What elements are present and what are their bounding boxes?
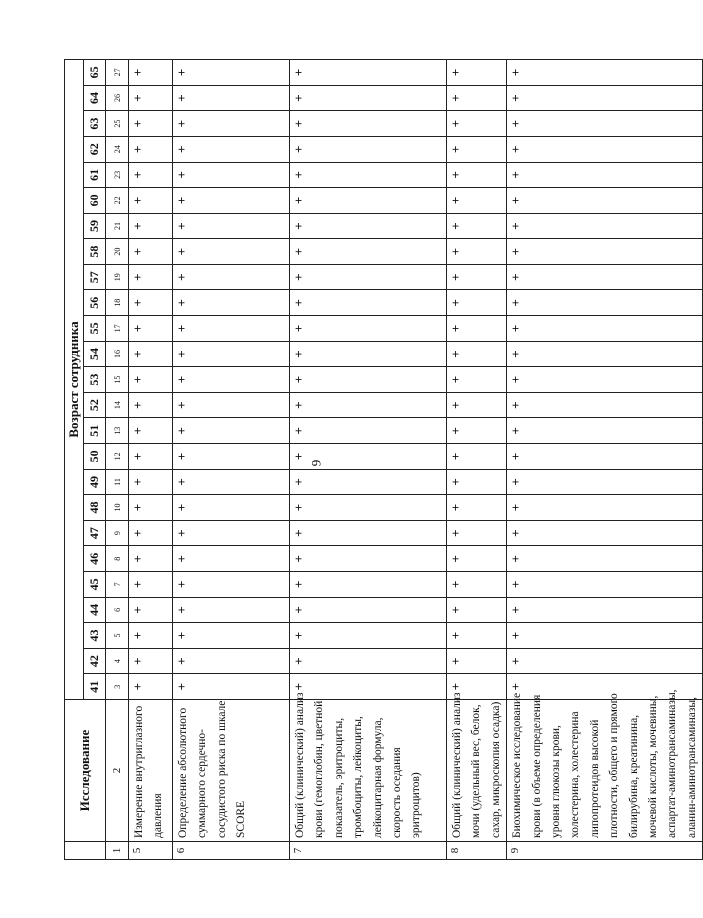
plus-mark-cell: + <box>447 85 507 111</box>
table-row <box>507 60 703 860</box>
plus-mark-cell: + <box>507 264 703 290</box>
plus-mark-cell: + <box>173 162 290 188</box>
table-row <box>173 60 290 860</box>
plus-mark-cell: + <box>129 290 173 316</box>
study-description-line: Общий (клинический) анализ <box>451 692 463 838</box>
age-column-header: 48 <box>84 495 106 521</box>
plus-mark-cell: + <box>290 546 447 572</box>
plus-mark-cell: + <box>447 162 507 188</box>
column-number-cell: 17 <box>106 316 129 342</box>
row-number: 7 <box>290 842 447 860</box>
age-column-header: 63 <box>84 111 106 137</box>
plus-mark-cell: + <box>507 495 703 521</box>
number-header-cell <box>65 842 106 860</box>
age-header: Возраст сотрудника <box>65 60 84 700</box>
age-column-header: 51 <box>84 418 106 444</box>
plus-mark-cell: + <box>290 648 447 674</box>
plus-mark-cell: + <box>129 188 173 214</box>
plus-mark-cell: + <box>447 572 507 598</box>
study-description-line: Измерение внутриглазного <box>133 705 145 838</box>
plus-mark-cell: + <box>507 623 703 649</box>
column-number-cell: 23 <box>106 162 129 188</box>
age-column-header: 54 <box>84 341 106 367</box>
plus-mark-cell: + <box>447 418 507 444</box>
age-column-header: 64 <box>84 85 106 111</box>
study-description-line: мочи (удельный вес, белок, <box>470 704 483 838</box>
plus-mark-cell: + <box>129 674 173 700</box>
study-description-line: показатель, эритроциты, <box>332 717 345 838</box>
age-column-header: 44 <box>84 597 106 623</box>
age-column-header: 61 <box>84 162 106 188</box>
plus-mark-cell: + <box>129 85 173 111</box>
plus-mark-cell: + <box>173 111 290 137</box>
plus-mark-cell: + <box>447 290 507 316</box>
age-column-header: 55 <box>84 316 106 342</box>
plus-mark-cell: + <box>507 469 703 495</box>
plus-mark-cell: + <box>290 85 447 111</box>
rotated-table-wrapper <box>64 60 698 860</box>
plus-mark-cell: + <box>447 213 507 239</box>
column-number-cell: 21 <box>106 213 129 239</box>
plus-mark-cell: + <box>129 648 173 674</box>
column-number-cell: 12 <box>106 444 129 470</box>
study-description-line: аспартат-аминотрансаминазы, <box>666 689 679 838</box>
study-description-line: сахар, микроскопия осадка) <box>489 701 502 838</box>
study-description <box>507 689 703 842</box>
plus-mark-cell: + <box>447 392 507 418</box>
age-column-header: 62 <box>84 136 106 162</box>
column-number-cell: 26 <box>106 85 129 111</box>
plus-mark-cell: + <box>173 546 290 572</box>
plus-mark-cell: + <box>447 648 507 674</box>
plus-mark-cell: + <box>290 239 447 265</box>
plus-mark-cell: + <box>507 418 703 444</box>
plus-mark-cell: + <box>290 572 447 598</box>
plus-mark-cell: + <box>507 162 703 188</box>
age-column-header: 52 <box>84 392 106 418</box>
plus-mark-cell: + <box>507 239 703 265</box>
plus-mark-cell: + <box>447 495 507 521</box>
column-number-cell: 16 <box>106 341 129 367</box>
plus-mark-cell: + <box>290 623 447 649</box>
plus-mark-cell: + <box>129 60 173 86</box>
plus-mark-cell: + <box>290 674 447 700</box>
column-number-cell: 5 <box>106 623 129 649</box>
plus-mark-cell: + <box>507 392 703 418</box>
plus-mark-cell: + <box>129 418 173 444</box>
plus-mark-cell: + <box>507 213 703 239</box>
study-description-line: Общий (клинический) анализ <box>294 692 306 838</box>
plus-mark-cell: + <box>173 60 290 86</box>
row-number: 6 <box>173 842 290 860</box>
study-header: Исследование <box>65 700 106 842</box>
plus-mark-cell: + <box>507 572 703 598</box>
plus-mark-cell: + <box>129 469 173 495</box>
plus-mark-cell: + <box>129 444 173 470</box>
plus-mark-cell: + <box>173 392 290 418</box>
plus-mark-cell: + <box>173 188 290 214</box>
column-number-cell: 1 <box>106 842 129 860</box>
plus-mark-cell: + <box>447 111 507 137</box>
study-description-line: Определение абсолютного <box>177 707 189 838</box>
plus-mark-cell: + <box>290 290 447 316</box>
age-column-header: 58 <box>84 239 106 265</box>
plus-mark-cell: + <box>290 162 447 188</box>
plus-mark-cell: + <box>173 674 290 700</box>
age-column-header: 60 <box>84 188 106 214</box>
plus-mark-cell: + <box>290 392 447 418</box>
plus-mark-cell: + <box>507 546 703 572</box>
page-number: 9 <box>308 459 324 467</box>
study-description-line: тромбоциты, лейкоциты, <box>352 716 365 838</box>
plus-mark-cell: + <box>290 495 447 521</box>
plus-mark-cell: + <box>507 648 703 674</box>
plus-mark-cell: + <box>447 469 507 495</box>
age-column-header: 59 <box>84 213 106 239</box>
study-description-line: суммарного сердечно- <box>196 729 209 838</box>
plus-mark-cell: + <box>173 85 290 111</box>
plus-mark-cell: + <box>290 597 447 623</box>
plus-mark-cell: + <box>173 213 290 239</box>
age-column-header: 42 <box>84 648 106 674</box>
plus-mark-cell: + <box>129 136 173 162</box>
plus-mark-cell: + <box>290 60 447 86</box>
plus-mark-cell: + <box>173 597 290 623</box>
age-column-header: 43 <box>84 623 106 649</box>
age-column-header: 50 <box>84 444 106 470</box>
column-number-cell: 13 <box>106 418 129 444</box>
table-row <box>447 60 507 860</box>
plus-mark-cell: + <box>290 444 447 470</box>
plus-mark-cell: + <box>129 546 173 572</box>
plus-mark-cell: + <box>129 367 173 393</box>
plus-mark-cell: + <box>447 520 507 546</box>
plus-mark-cell: + <box>129 239 173 265</box>
plus-mark-cell: + <box>129 341 173 367</box>
plus-mark-cell: + <box>507 136 703 162</box>
column-number-cell: 11 <box>106 469 129 495</box>
plus-mark-cell: + <box>129 111 173 137</box>
plus-mark-cell: + <box>507 674 703 700</box>
study-description-line: плотности, общего и прямого <box>608 693 621 838</box>
plus-mark-cell: + <box>290 367 447 393</box>
study-description-line: Биохимическое исследование <box>511 692 524 838</box>
plus-mark-cell: + <box>447 546 507 572</box>
plus-mark-cell: + <box>129 392 173 418</box>
column-number-cell: 24 <box>106 136 129 162</box>
plus-mark-cell: + <box>290 520 447 546</box>
plus-mark-cell: + <box>507 111 703 137</box>
column-number-cell: 3 <box>106 674 129 700</box>
plus-mark-cell: + <box>129 162 173 188</box>
plus-mark-cell: + <box>290 264 447 290</box>
study-description-line: холестерина, холестерина <box>569 711 582 838</box>
plus-mark-cell: + <box>447 341 507 367</box>
column-number-cell: 7 <box>106 572 129 598</box>
plus-mark-cell: + <box>129 572 173 598</box>
study-description-line: SCORE <box>235 800 248 838</box>
plus-mark-cell: + <box>507 316 703 342</box>
age-column-header: 65 <box>84 60 106 86</box>
column-number-cell: 6 <box>106 597 129 623</box>
plus-mark-cell: + <box>173 136 290 162</box>
plus-mark-cell: + <box>129 597 173 623</box>
plus-mark-cell: + <box>290 316 447 342</box>
plus-mark-cell: + <box>129 316 173 342</box>
age-column-header: 56 <box>84 290 106 316</box>
plus-mark-cell: + <box>447 136 507 162</box>
column-number-cell: 4 <box>106 648 129 674</box>
study-description-line: уровня глюкозы крови, <box>550 725 563 838</box>
plus-mark-cell: + <box>290 213 447 239</box>
plus-mark-cell: + <box>447 316 507 342</box>
age-column-header: 47 <box>84 520 106 546</box>
column-number-cell: 19 <box>106 264 129 290</box>
plus-mark-cell: + <box>447 623 507 649</box>
plus-mark-cell: + <box>507 444 703 470</box>
study-description-line: крови (в объеме определения <box>530 694 543 838</box>
plus-mark-cell: + <box>507 597 703 623</box>
study-description <box>290 692 447 842</box>
plus-mark-cell: + <box>173 418 290 444</box>
plus-mark-cell: + <box>173 367 290 393</box>
plus-mark-cell: + <box>290 418 447 444</box>
plus-mark-cell: + <box>447 264 507 290</box>
column-number-cell: 10 <box>106 495 129 521</box>
study-description <box>447 692 507 842</box>
table-row <box>129 60 173 860</box>
plus-mark-cell: + <box>173 623 290 649</box>
age-column-header: 46 <box>84 546 106 572</box>
plus-mark-cell: + <box>507 341 703 367</box>
plus-mark-cell: + <box>507 188 703 214</box>
plus-mark-cell: + <box>290 136 447 162</box>
plus-mark-cell: + <box>173 572 290 598</box>
age-column-header: 53 <box>84 367 106 393</box>
plus-mark-cell: + <box>290 188 447 214</box>
plus-mark-cell: + <box>173 239 290 265</box>
study-description <box>173 700 290 842</box>
plus-mark-cell: + <box>507 85 703 111</box>
study-description-line: аланин-аминотрансаминазы, <box>685 697 698 838</box>
study-description-line: лейкоцитарная формула, <box>371 717 384 838</box>
study-description-line: крови (гемоглобин, цветной <box>313 700 326 838</box>
study-description-line: билирубина, креатинина, <box>627 714 640 838</box>
plus-mark-cell: + <box>129 623 173 649</box>
plus-mark-cell: + <box>129 264 173 290</box>
plus-mark-cell: + <box>507 60 703 86</box>
plus-mark-cell: + <box>173 264 290 290</box>
study-description-line: эритроцитов) <box>410 772 423 838</box>
plus-mark-cell: + <box>290 469 447 495</box>
plus-mark-cell: + <box>290 111 447 137</box>
plus-mark-cell: + <box>447 239 507 265</box>
plus-mark-cell: + <box>507 290 703 316</box>
row-number: 9 <box>507 842 703 860</box>
plus-mark-cell: + <box>507 367 703 393</box>
study-description-line: давления <box>152 793 165 838</box>
column-number-cell: 9 <box>106 520 129 546</box>
plus-mark-cell: + <box>447 444 507 470</box>
column-number-cell: 27 <box>106 60 129 86</box>
plus-mark-cell: + <box>173 290 290 316</box>
age-column-header: 57 <box>84 264 106 290</box>
column-number-cell: 18 <box>106 290 129 316</box>
age-column-header: 49 <box>84 469 106 495</box>
study-description-line: скорость оседания <box>391 747 404 838</box>
column-number-cell: 14 <box>106 392 129 418</box>
plus-mark-cell: + <box>447 597 507 623</box>
column-number-cell: 25 <box>106 111 129 137</box>
plus-mark-cell: + <box>173 444 290 470</box>
plus-mark-cell: + <box>173 469 290 495</box>
row-number: 5 <box>129 842 173 860</box>
row-number: 8 <box>447 842 507 860</box>
plus-mark-cell: + <box>447 367 507 393</box>
column-number-cell: 22 <box>106 188 129 214</box>
column-number-cell: 2 <box>106 700 129 842</box>
study-description-line: мочевой кислоты, мочевины, <box>647 695 660 838</box>
age-column-header: 41 <box>84 674 106 700</box>
examination-schedule-table <box>64 59 703 860</box>
age-column-header: 45 <box>84 572 106 598</box>
plus-mark-cell: + <box>173 520 290 546</box>
table-row <box>290 60 447 860</box>
plus-mark-cell: + <box>129 520 173 546</box>
study-description-line: сосудистого риска по шкале <box>215 700 228 838</box>
column-number-cell: 20 <box>106 239 129 265</box>
study-description <box>129 700 173 842</box>
plus-mark-cell: + <box>129 213 173 239</box>
plus-mark-cell: + <box>173 648 290 674</box>
plus-mark-cell: + <box>290 341 447 367</box>
column-number-cell: 8 <box>106 546 129 572</box>
column-number-cell: 15 <box>106 367 129 393</box>
study-description-line: липопротеидов высокой <box>588 719 601 838</box>
plus-mark-cell: + <box>129 495 173 521</box>
plus-mark-cell: + <box>173 316 290 342</box>
plus-mark-cell: + <box>447 60 507 86</box>
plus-mark-cell: + <box>447 188 507 214</box>
plus-mark-cell: + <box>173 341 290 367</box>
plus-mark-cell: + <box>507 520 703 546</box>
plus-mark-cell: + <box>173 495 290 521</box>
plus-mark-cell: + <box>447 674 507 700</box>
